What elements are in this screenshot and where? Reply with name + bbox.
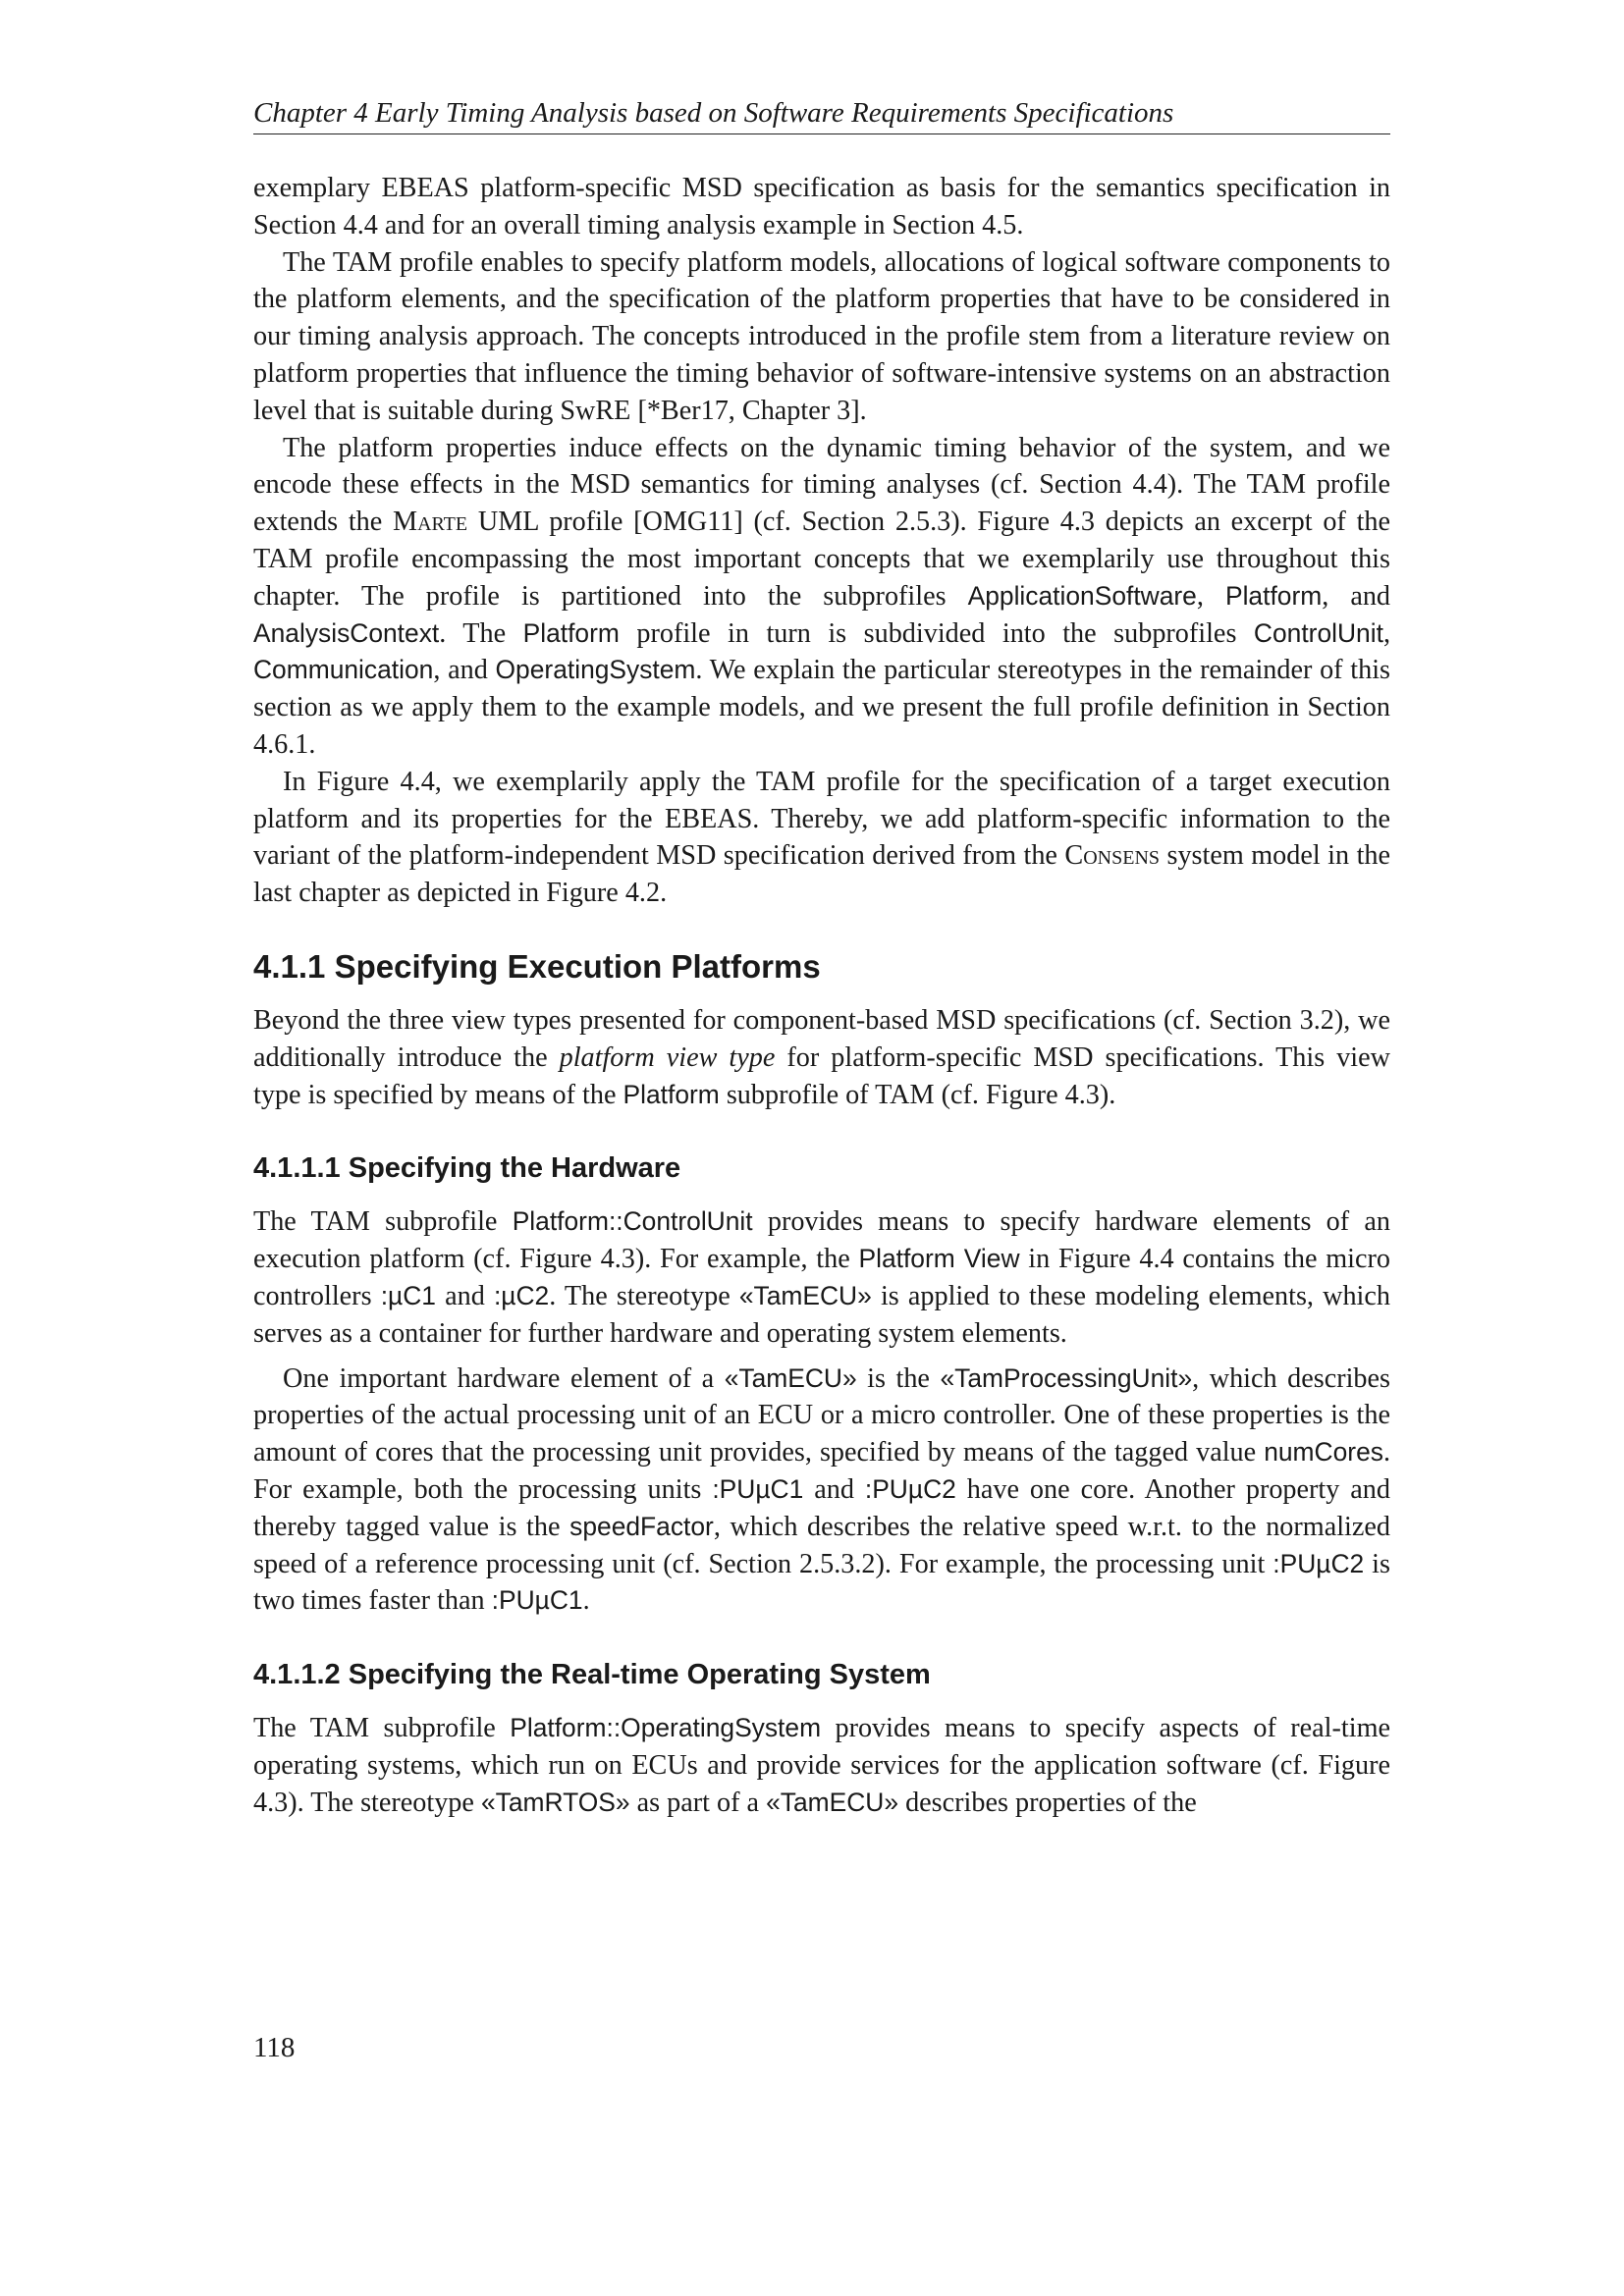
page-body — [253, 94, 1390, 1821]
section-heading-4-1-1-1: 4.1.1.1 Specifying the Hardware — [253, 1152, 681, 1185]
paragraph-3: The platform properties induce effects on the dynamic timing behavior of the system, and we encode these effects in the MSD semantics for timing analyses (cf. Section 4.4). The TAM profile extends the Marte UML profile [OMG11] (cf. Section 2.5.3). Figure 4.3 depicts an excerpt of the TAM profile encompassing the most important concepts that we exemplarily use throughout this chapter. The profile is partitioned into the subprofiles ApplicationSoftware, Platform, and AnalysisContext. The Platform profile in turn is subdivided into the subprofiles ControlUnit, Communication, and OperatingSystem. We explain the particular stereotypes in the remainder of this section as we apply them to the example models, and we present the full profile definition in Section 4.6.1. — [253, 432, 1391, 760]
page-number: 118 — [253, 2032, 296, 2063]
section-heading-4-1-1-2: 4.1.1.2 Specifying the Real-time Operating System — [253, 1659, 931, 1691]
paragraph-8: The TAM subprofile Platform::OperatingSystem provides means to specify aspects of real-time operating systems, which run on ECUs and provide services for the application software (cf. Figure 4.3). The stereotype «TamRTOS» as part of a «TamECU» describes properties of the — [253, 1713, 1391, 1818]
marte-name: Marte — [393, 507, 468, 538]
paragraph-7: One important hardware element of a «TamECU» is the «TamProcessingUnit», which describes properties of the actual processing unit of an ECU or a micro controller. One of these properties is the amount of cores that the processing unit provides, specified by means of the tagged value numCores. For example, both the processing units :PUµC1 and :PUµC2 have one core. Another property and thereby tagged value is the speedFactor, which describes the relative speed w.r.t. to the normalized speed of a reference processing unit (cf. Section 2.5.3.2). For example, the processing unit :PUµC2 is two times faster than :PUµC1. — [253, 1362, 1390, 1617]
section-heading-4-1-1: 4.1.1 Specifying Execution Platforms — [253, 947, 821, 985]
paragraph-1: exemplary EBEAS platform-specific MSD specification as basis for the semantics specification in Section 4.4 and for an overall timing analysis example in Section 4.5. — [253, 173, 1390, 240]
paragraph-2: The TAM profile enables to specify platform models, allocations of logical software components to the platform elements, and the specification of the platform properties that have to be considered in our timing analysis approach. The concepts introduced in the profile stem from a literature review on platform properties that influence the timing behavior of software-intensive systems on an abstraction level that is suitable during SwRE [*Ber17, Chapter 3]. — [253, 246, 1390, 426]
consens-name: Consens — [1064, 840, 1161, 872]
paragraph-4: In Figure 4.4, we exemplarily apply the TAM profile for the specification of a target execution platform and its properties for the EBEAS. Thereby, we add platform-specific information to the variant of the platform-independent MSD specification derived from the Consens system model in the last chapter as depicted in Figure 4.2. — [253, 766, 1391, 909]
paragraph-5: Beyond the three view types presented for component-based MSD specifications (cf. Section 3.2), we additionally introduce the platform view type for platform-specific MSD specifications. This view type is specified by means of the Platform subprofile of TAM (cf. Figure 4.3). — [253, 1004, 1391, 1110]
running-header: Chapter 4 Early Timing Analysis based on Software Requirements Specifications — [253, 94, 1390, 134]
paragraph-6: The TAM subprofile Platform::ControlUnit provides means to specify hardware elements of an execution platform (cf. Figure 4.3). For example, the Platform View in Figure 4.4 contains the micro controllers :µC1 and :µC2. The stereotype «TamECU» is applied to these modeling elements, which serves as a container for further hardware and operating system elements. — [253, 1206, 1391, 1349]
